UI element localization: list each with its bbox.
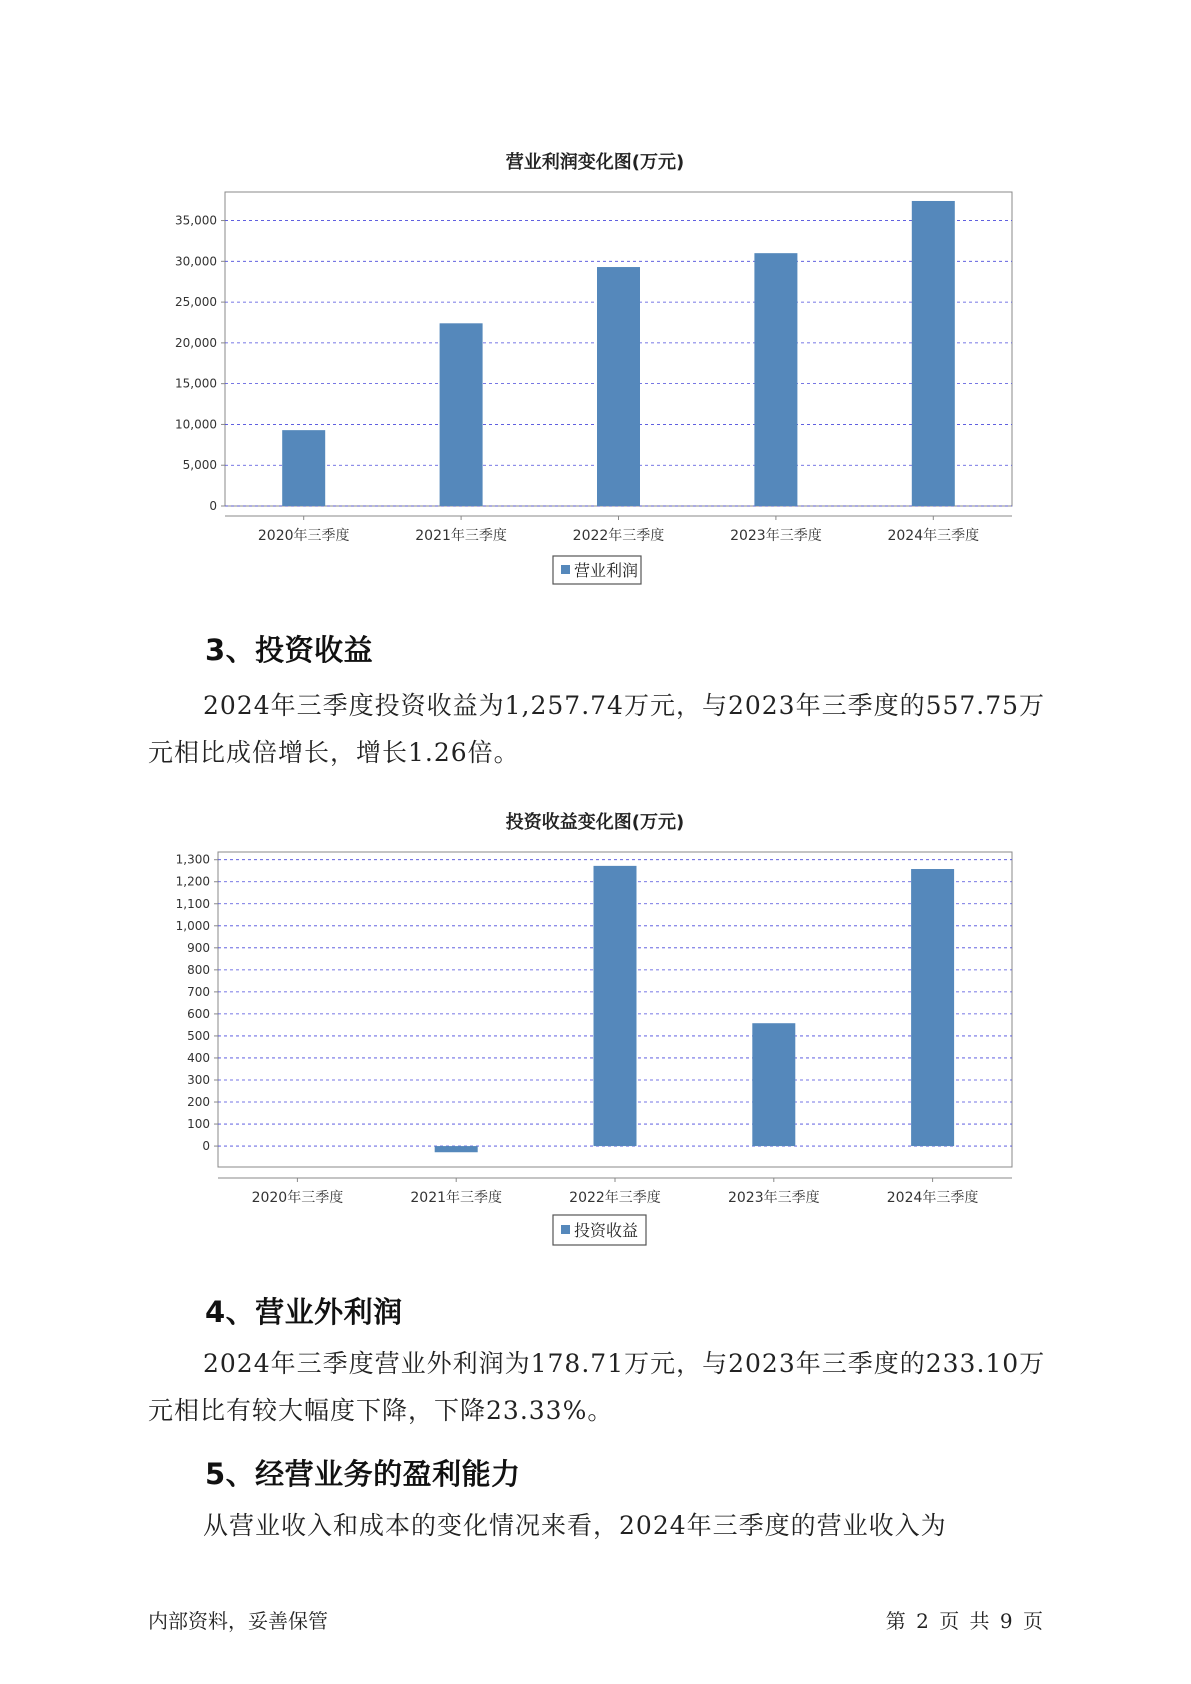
bar [440,323,483,506]
bar [594,866,637,1146]
investment-income-chart [0,800,1191,1260]
y-tick-label: 600 [187,1006,210,1021]
x-tick-label: 2022年三季度 [572,528,665,544]
y-tick-label: 100 [187,1117,210,1132]
y-tick-label: 35,000 [175,213,217,228]
legend-swatch [561,565,570,574]
x-tick-label: 2023年三季度 [727,1190,820,1206]
chart-title: 营业利润变化图(万元) [505,152,685,173]
x-tick-label: 2022年三季度 [569,1190,661,1206]
x-tick-label: 2021年三季度 [410,1190,503,1206]
chart-legend [553,1215,646,1245]
chart-legend [553,556,641,584]
paragraph-investment-income [148,682,1048,776]
bar [752,1023,795,1146]
y-tick-label: 1,300 [175,852,210,867]
y-tick-label: 0 [209,499,217,513]
y-tick-label: 1,100 [175,896,210,911]
footer-page-number: 第 2 页 共 9 页 [885,1609,1043,1633]
x-tick-label: 2024年三季度 [887,528,980,544]
paragraph-line: 从营业收入和成本的变化情况来看，2024年三季度的营业收入为 [203,1511,947,1540]
legend-label: 营业利润 [574,561,639,580]
y-tick-label: 0 [202,1139,210,1154]
legend-label: 投资收益 [574,1221,639,1240]
x-tick-label: 2024年三季度 [886,1190,979,1206]
y-tick-label: 900 [187,940,210,955]
x-tick-label: 2020年三季度 [257,528,350,544]
y-tick-label: 1,200 [175,874,210,889]
y-tick-label: 400 [187,1050,210,1065]
paragraph-profitability [148,1502,1048,1549]
y-tick-label: 10,000 [175,417,217,432]
bar [754,253,797,506]
paragraph-line: 2024年三季度营业外利润为178.71万元，与2023年三季度的233.10万 [203,1349,1046,1378]
y-tick-label: 200 [187,1095,210,1110]
chart-title: 投资收益变化图(万元) [505,812,685,833]
paragraph-line: 元相比有较大幅度下降，下降23.33%。 [148,1396,614,1425]
bar [597,267,640,506]
bar [282,430,325,506]
y-tick-label: 15,000 [175,376,217,391]
bar [911,869,954,1146]
legend-swatch [561,1225,570,1234]
y-tick-label: 20,000 [175,335,217,350]
y-tick-label: 30,000 [175,254,217,269]
section-heading-profitability: 5、经营业务的盈利能力 [205,1457,521,1491]
y-tick-label: 500 [187,1028,210,1043]
section-heading-non-operating-profit: 4、营业外利润 [205,1295,403,1329]
paragraph-line: 2024年三季度投资收益为1,257.74万元，与2023年三季度的557.75万 [203,691,1046,720]
y-tick-label: 700 [187,984,210,999]
section-heading-investment-income: 3、投资收益 [205,633,374,667]
y-tick-label: 300 [187,1072,210,1087]
x-tick-label: 2021年三季度 [415,528,507,544]
x-tick-label: 2020年三季度 [251,1190,344,1206]
y-tick-label: 1,000 [175,918,210,933]
y-tick-label: 800 [187,962,210,977]
footer-confidential-note: 内部资料，妥善保管 [148,1609,328,1633]
x-tick-label: 2023年三季度 [730,528,822,544]
operating-profit-chart [0,140,1191,600]
bar [912,201,955,506]
paragraph-line: 元相比成倍增长，增长1.26倍。 [148,738,520,767]
paragraph-non-operating-profit [148,1340,1048,1434]
y-tick-label: 5,000 [182,458,217,473]
y-tick-label: 25,000 [175,295,217,310]
bar [435,1146,478,1152]
